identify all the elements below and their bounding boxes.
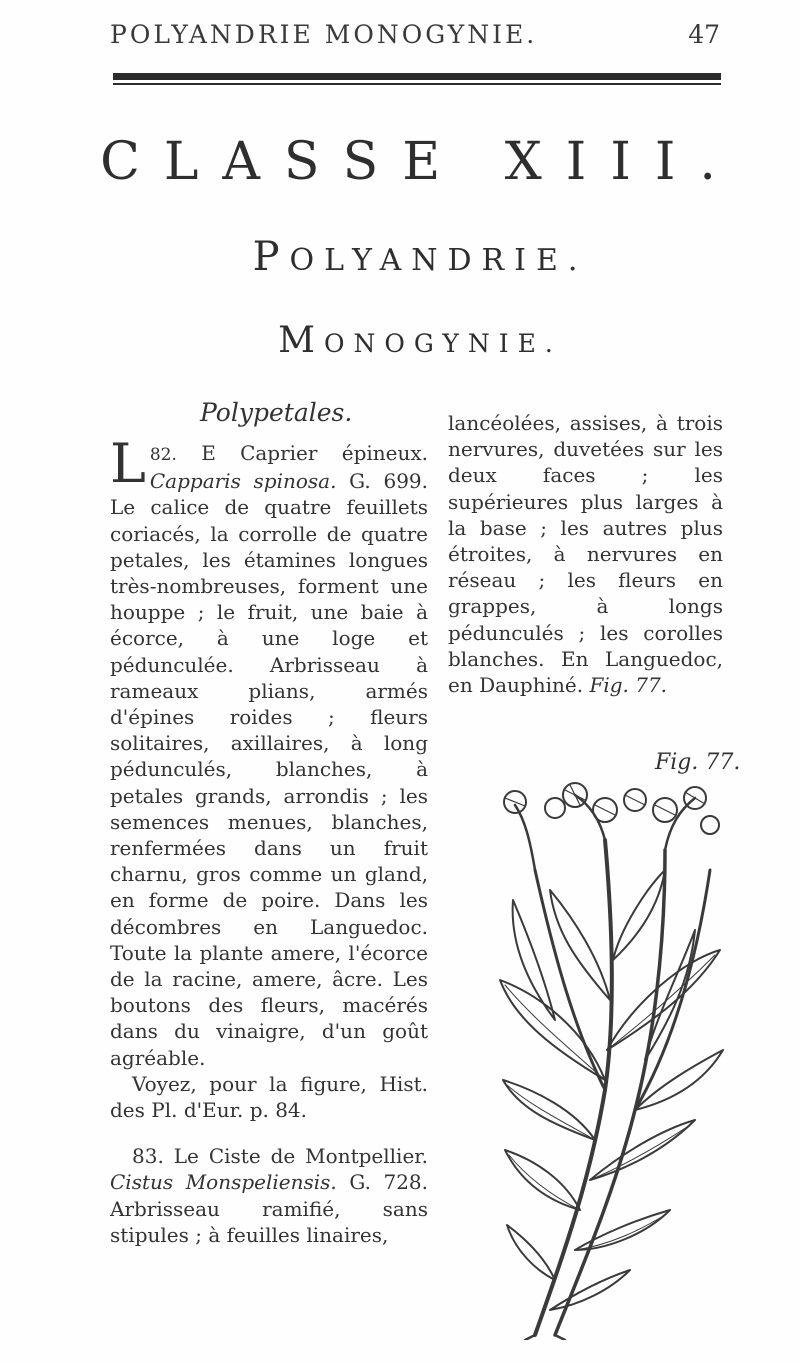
- left-column: [110, 432, 429, 1248]
- order-heading: [100, 234, 740, 280]
- section-title: Polypetales.: [200, 398, 353, 427]
- entry-82-text: Le calice de quatre feuillets coriacés, la corrolle de quatre petales, les étamines longues très-nombreuses, forment une houppe ; le fruit, une baie à écorce, à une loge et pédunculée. Arbrisseau à rameaux plians, armés d'épines roides ; fleurs solitaires, axillaires, à long pédunculés, blanches, à petales grands, arrondis ; les semences menues, blanches, renfermées dans un fruit charnu, gros comme un gland, en forme de poire. Dans les décombres en Languedoc. Toute la plante amere, l'écorce de la racine, amere, âcre. Les boutons des fleurs, macérés dans du vinaigre, d'un goût agréable.: [110, 495, 428, 1070]
- running-title: POLYANDRIE MONOGYNIE.: [110, 20, 538, 49]
- leaf: [503, 1080, 595, 1140]
- entry-82: [110, 432, 429, 1123]
- suborder-heading: [100, 320, 740, 361]
- leaf: [550, 890, 610, 1000]
- continuation-text-block: [448, 410, 723, 698]
- entry-83-number: 83.: [132, 1144, 164, 1169]
- entry-82-latin: Capparis spinosa.: [149, 469, 337, 494]
- suborder-initial: M: [278, 320, 324, 361]
- leaf: [613, 870, 665, 960]
- leaf-vein: [507, 1085, 595, 1140]
- stem: [665, 798, 695, 850]
- order-initial: P: [252, 234, 290, 280]
- flower-petal-lines: [505, 785, 705, 815]
- entry-83-latin-a: Cistus: [110, 1170, 174, 1195]
- flower: [701, 816, 719, 834]
- continuation-fig-ref: Fig. 77.: [589, 673, 668, 698]
- stem: [575, 795, 605, 840]
- leaf: [500, 980, 605, 1080]
- entry-82-lead: E Caprier épineux.: [201, 441, 428, 465]
- leaf: [645, 930, 695, 1060]
- leaf-vein: [505, 985, 605, 1080]
- leaf: [513, 900, 555, 1020]
- leaf: [505, 1150, 580, 1210]
- entry-82-number: 82.: [149, 445, 177, 465]
- leaf-vein: [509, 1155, 580, 1210]
- class-heading: CLASSE XIII.: [100, 132, 740, 192]
- stem: [635, 870, 710, 1110]
- entry-82-see-also: Voyez, pour la figure, Hist. des Pl. d'Eur. p. 84.: [110, 1071, 428, 1123]
- leaf: [607, 950, 720, 1050]
- entry-83: [110, 1143, 428, 1248]
- leaf: [507, 1225, 555, 1280]
- flower: [545, 798, 565, 818]
- entry-82-ref: G. 699.: [349, 469, 429, 494]
- plant-illustration: [495, 780, 725, 1340]
- right-column: [448, 410, 723, 698]
- continuation-text: lancéolées, assises, à trois nervures, duvetées sur les deux faces ; les supérieures plus larges à la base ; les autres plus étroites, à nervures en réseau ; les fleurs en grappes, à longs pédunculés ; les corolles blanches. En Languedoc, en Dauphiné.: [448, 411, 723, 698]
- entry-83-ref: G. 728.: [349, 1170, 428, 1195]
- leaf-vein: [590, 1125, 690, 1180]
- figure-caption: Fig. 77.: [655, 750, 741, 775]
- leaf: [550, 1270, 630, 1310]
- entry-82-dropcap: L: [110, 432, 146, 495]
- order-rest: OLYANDRIE.: [289, 243, 588, 278]
- entry-83-latin-b: Monspeliensis.: [185, 1170, 337, 1195]
- running-head: [110, 20, 720, 60]
- entry-83-text: Arbrisseau ramifié, sans stipules ; à feuilles linaires,: [110, 1196, 428, 1247]
- page-number: 47: [688, 20, 720, 49]
- stem: [515, 805, 535, 870]
- leaf: [575, 1210, 670, 1250]
- header-rule-thick: [113, 73, 721, 80]
- entry-83-lead: Le Ciste de Montpellier.: [173, 1144, 428, 1169]
- entry-83-body: [110, 1143, 428, 1248]
- suborder-rest: ONOGYNIE.: [324, 329, 562, 358]
- entry-82-body: [110, 432, 429, 1071]
- leaf: [590, 1120, 695, 1180]
- header-rule-thin: [113, 83, 721, 85]
- stem-base: [525, 1335, 565, 1340]
- leaf-vein: [575, 1215, 665, 1250]
